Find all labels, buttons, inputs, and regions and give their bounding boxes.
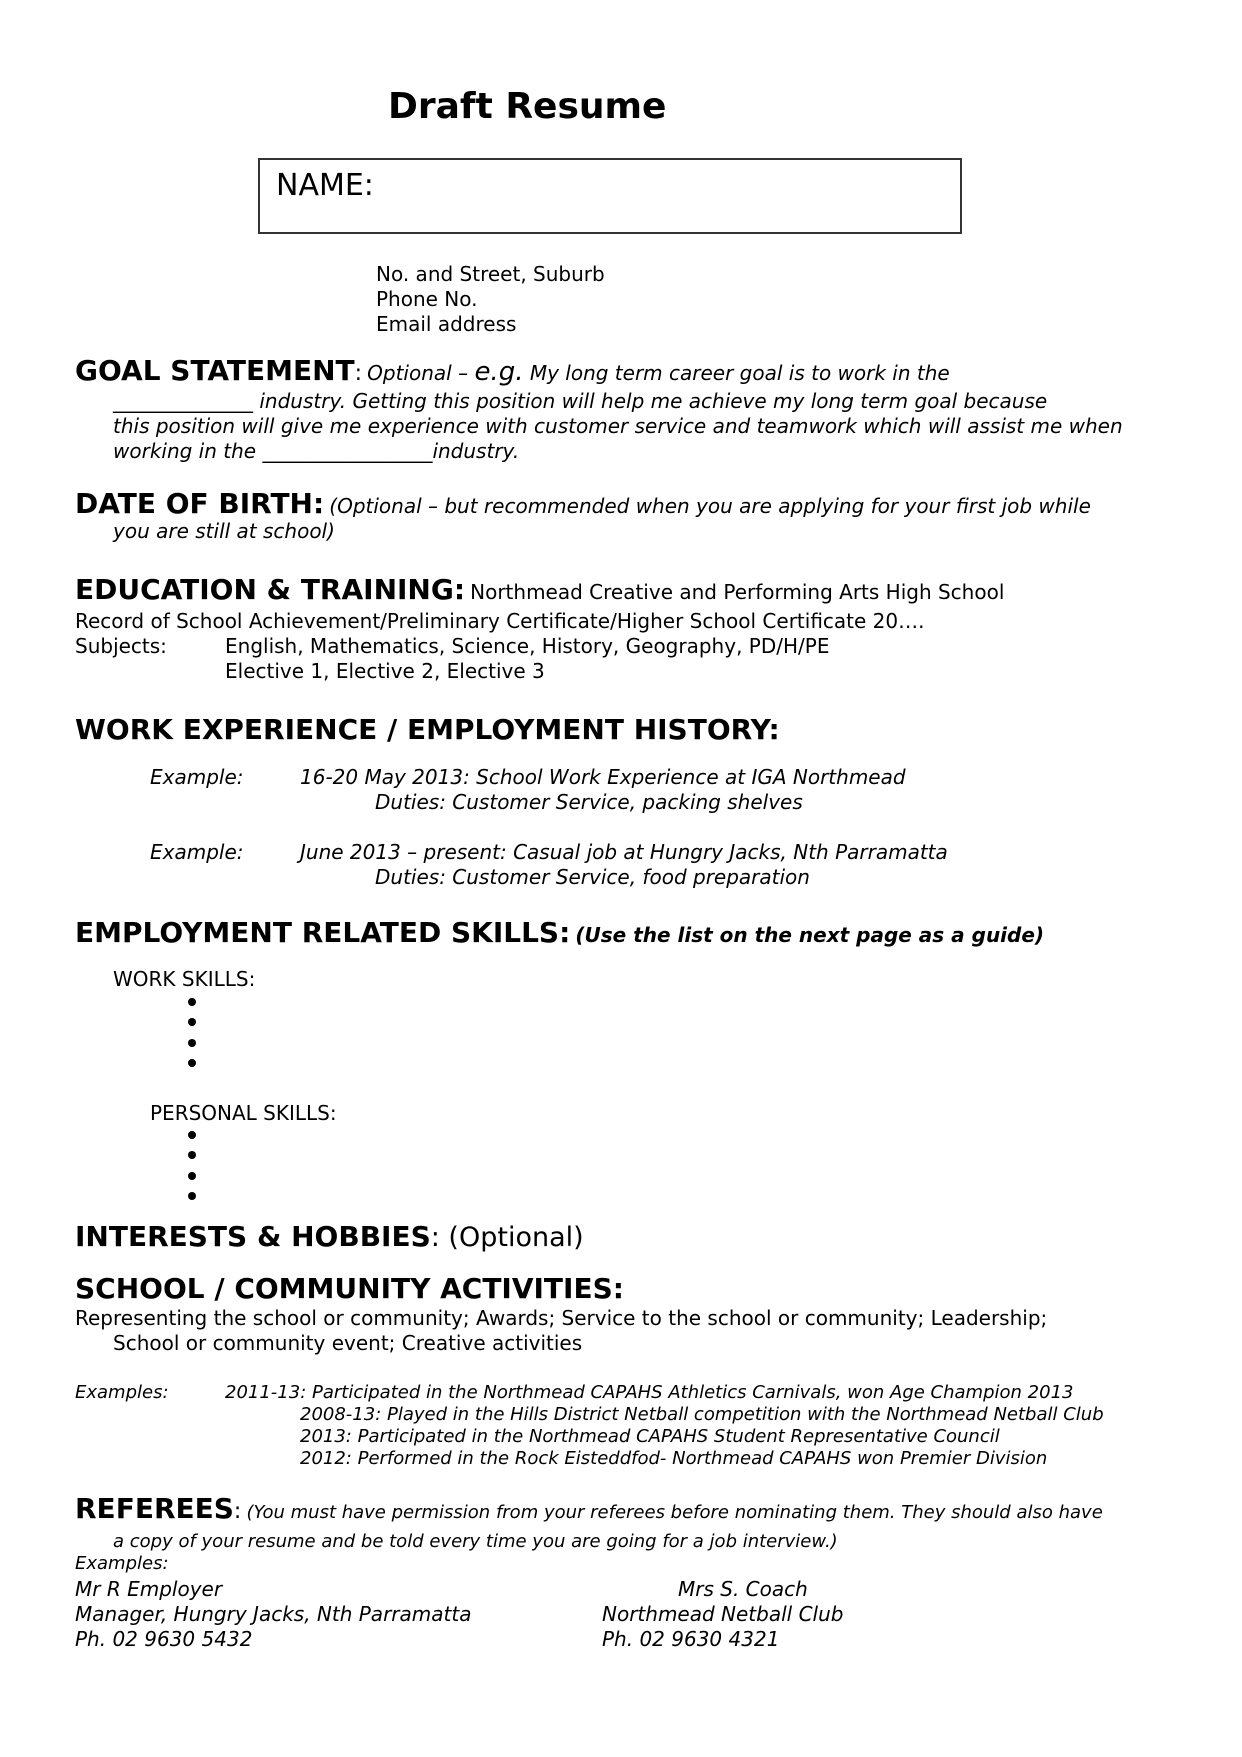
dob-heading: DATE OF BIRTH:: [75, 487, 325, 520]
referees-examples-label: Examples:: [75, 1553, 169, 1574]
referee1-role: Manager, Hungry Jacks, Nth Parramatta: [75, 1602, 472, 1626]
activity-item: 2013: Participated in the Northmead CAPAHS Student Representative Council: [300, 1426, 1000, 1447]
goal-line1-rest: My long term career goal is to work in the: [523, 361, 950, 385]
referees-colon: :: [233, 1499, 242, 1524]
activities-line1: Representing the school or community; Awards; Service to the school or community; Leadership;: [75, 1306, 1048, 1330]
activities-examples-label: Examples:: [75, 1382, 169, 1403]
goal-lead: Optional –: [367, 361, 475, 385]
referee1-phone: Ph. 02 9630 5432: [75, 1627, 253, 1651]
goal-line3: this position will give me experience with customer service and teamwork which will assist me when: [113, 414, 1123, 438]
name-box[interactable]: [258, 158, 962, 234]
activity-item: 2012: Performed in the Rock Eisteddfod- Northmead CAPAHS won Premier Division: [300, 1448, 1048, 1469]
name-label: NAME:: [276, 168, 374, 203]
education-heading: EDUCATION & TRAINING:: [75, 573, 466, 606]
activity-item: 2008-13: Played in the Hills District Netball competition with the Northmead Netball Club: [300, 1404, 1104, 1425]
activities-line2: School or community event; Creative activities: [113, 1331, 583, 1355]
subjects-line1: English, Mathematics, Science, History, Geography, PD/H/PE: [225, 634, 830, 658]
work-example-duties: Duties: Customer Service, packing shelves: [375, 790, 803, 814]
interests-heading: INTERESTS & HOBBIES: [75, 1220, 431, 1253]
referees-line2: a copy of your resume and be told every time you are going for a job interview.): [113, 1531, 838, 1552]
personal-skill-bullet: [188, 1172, 196, 1180]
work-skill-bullet: [188, 1039, 196, 1047]
referees-line1: [75, 1492, 1103, 1525]
referee2-name: Mrs S. Coach: [678, 1577, 808, 1601]
personal-skill-bullet: [188, 1192, 196, 1200]
work-example-duties: Duties: Customer Service, food preparation: [375, 865, 810, 889]
interests-line: [75, 1220, 584, 1253]
page-title: Draft Resume: [388, 86, 667, 127]
education-line1: [75, 573, 1004, 606]
address-street: No. and Street, Suburb: [376, 262, 605, 286]
dob-line2: you are still at school): [113, 519, 335, 543]
subjects-line2: Elective 1, Elective 2, Elective 3: [225, 659, 545, 683]
work-skills-label: WORK SKILLS:: [113, 967, 256, 991]
work-example-label: Example:: [150, 840, 244, 864]
education-record: Record of School Achievement/Preliminary Certificate/Higher School Certificate 20….: [75, 609, 925, 633]
personal-skill-bullet: [188, 1151, 196, 1159]
address-phone: Phone No.: [376, 287, 478, 311]
goal-heading: GOAL STATEMENT: [75, 354, 355, 387]
address-email: Email address: [376, 312, 517, 336]
goal-statement-line1: [75, 354, 950, 387]
skills-line: [75, 916, 1044, 949]
interests-optional: : (Optional): [430, 1222, 584, 1253]
work-skill-bullet: [188, 1059, 196, 1067]
referee2-phone: Ph. 02 9630 4321: [602, 1627, 780, 1651]
skills-heading: EMPLOYMENT RELATED SKILLS:: [75, 916, 571, 949]
work-skill-bullet: [188, 1018, 196, 1026]
activity-item: 2011-13: Participated in the Northmead CAPAHS Athletics Carnivals, won Age Champion 2013: [225, 1382, 1074, 1403]
referees-heading: REFEREES: [75, 1492, 234, 1525]
referee1-name: Mr R Employer: [75, 1577, 223, 1601]
personal-skills-label: PERSONAL SKILLS:: [150, 1101, 337, 1125]
activities-heading: SCHOOL / COMMUNITY ACTIVITIES:: [75, 1272, 624, 1305]
work-example-line: 16-20 May 2013: School Work Experience at IGA Northmead: [300, 765, 906, 789]
work-heading: WORK EXPERIENCE / EMPLOYMENT HISTORY:: [75, 713, 780, 746]
skills-note: (Use the list on the next page as a guide): [575, 923, 1045, 947]
work-example-label: Example:: [150, 765, 244, 789]
referees-note: (You must have permission from your referees before nominating them. They should also have: [246, 1502, 1103, 1523]
subjects-label: Subjects:: [75, 634, 167, 658]
referee2-role: Northmead Netball Club: [602, 1602, 844, 1626]
dob-note: (Optional – but recommended when you are applying for your first job while: [329, 494, 1091, 518]
education-school: Northmead Creative and Performing Arts High School: [470, 580, 1005, 604]
goal-colon: :: [354, 361, 363, 386]
goal-eg: e.g.: [474, 357, 524, 387]
dob-line1: [75, 487, 1091, 520]
work-skill-bullet: [188, 998, 196, 1006]
goal-line2: ______________ industry. Getting this position will help me achieve my long term goal because: [113, 389, 1048, 413]
personal-skill-bullet: [188, 1131, 196, 1139]
goal-line4: working in the _________________industry.: [113, 439, 520, 463]
work-example-line: June 2013 – present: Casual job at Hungry Jacks, Nth Parramatta: [300, 840, 948, 864]
